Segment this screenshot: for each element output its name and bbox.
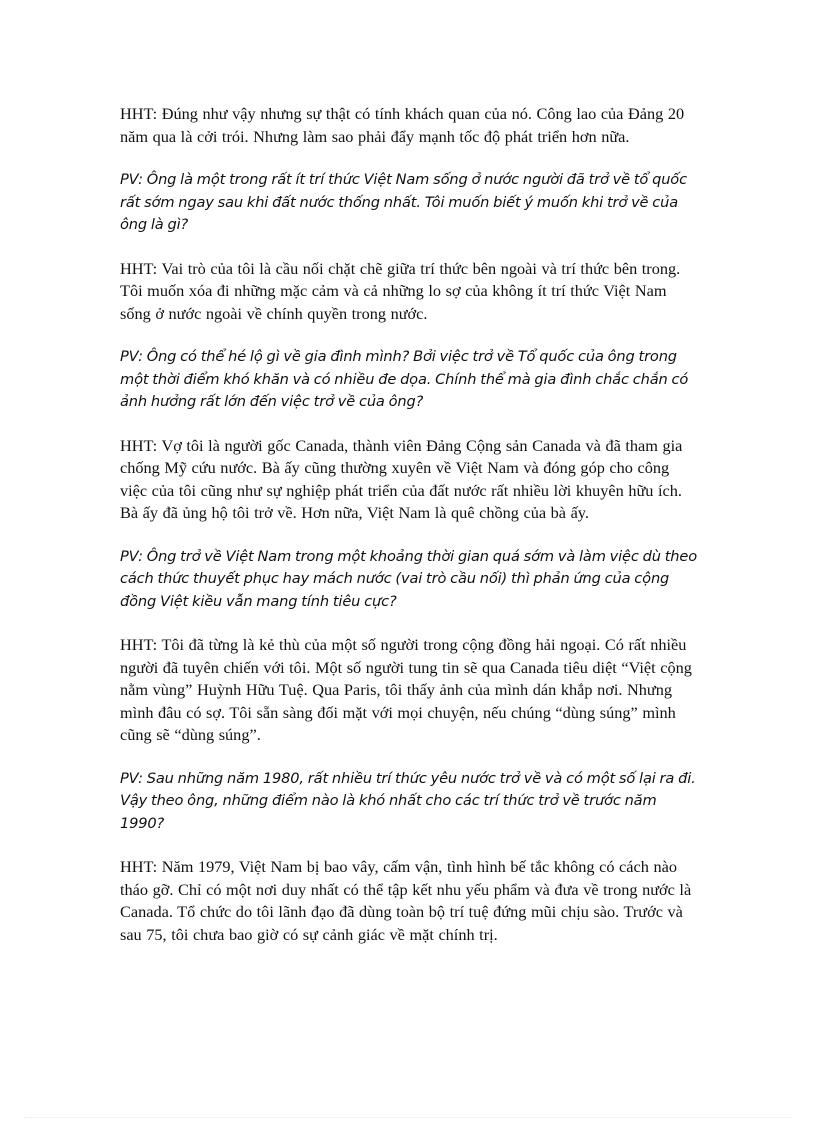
question-paragraph-3: PV: Ông trở về Việt Nam trong một khoảng thời gian quá sớm và làm việc dù theo cách thức thuyết phục hay mách nước (vai trò cầu nối) thì phản ứng của cộng đồng Việt kiều vẫn mang tính tiêu cực? [120,547,698,610]
question-paragraph-2: PV: Ông có thể hé lộ gì về gia đình mình? Bởi việc trở về Tổ quốc của ông trong một thời điểm khó khăn và có nhiều đe dọa. Chính thể mà gia đình chắc chắn có ảnh hưởng rất lớn đến việc trở về của ông? [120,348,689,410]
answer-paragraph-2: HHT: Vai trò của tôi là cầu nối chặt chẽ giữa trí thức bên ngoài và trí thức bên trong. Tôi muốn xóa đi những mặc cảm và cả những lo sợ của không ít trí thức Việt Nam sống ở nước ngoài về chính quyền trong nước. [120,258,681,323]
answer-paragraph-3: HHT: Vợ tôi là người gốc Canada, thành viên Đảng Cộng sản Canada và đã tham gia chống Mỹ cứu nước. Bà ấy cũng thường xuyên về Việt Nam và đóng góp cho công việc của tôi cũng như sự nghiệp phát triển của đất nước rất nhiều lời khuyên hữu ích. Bà ấy đã ủng hộ tôi trở về. Hơn nữa, Việt Nam là quê chồng của bà ấy. [120,435,683,522]
answer-paragraph-1: HHT: Đúng như vậy nhưng sự thật có tính khách quan của nó. Công lao của Đảng 20 năm qua là cởi trói. Nhưng làm sao phải đẩy mạnh tốc độ phát triển hơn nữa. [120,104,685,146]
answer-paragraph-5: HHT: Năm 1979, Việt Nam bị bao vây, cấm vận, tình hình bế tắc không có cách nào tháo gỡ. Chỉ có một nơi duy nhất có thể tập kết nhu yếu phẩm và đưa về trong nước là Canada. Tổ chức do tôi lãnh đạo đã dùng toàn bộ trí tuệ đứng mũi chịu sào. Trước và sau 75, tôi chưa bao giờ có sự cảnh giác về mặt chính trị. [120,857,692,944]
question-paragraph-4: PV: Sau những năm 1980, rất nhiều trí thức yêu nước trở về và có một số lại ra đi. Vậy theo ông, những điểm nào là khó nhất cho các trí thức trở về trước năm 1990? [120,769,696,832]
document-page [120,103,700,967]
page-bottom-divider [24,1117,792,1118]
answer-paragraph-4: HHT: Tôi đã từng là kẻ thù của một số người trong cộng đồng hải ngoại. Có rất nhiều người đã tuyên chiến với tôi. Một số người tung tin sẽ qua Canada tiêu diệt “Việt cộng nằm vùng” Huỳnh Hữu Tuệ. Qua Paris, tôi thấy ảnh của mình dán khắp nơi. Nhưng mình đâu có sợ. Tôi sẵn sàng đối mặt với mọi chuyện, nếu chúng “dùng súng” mình cũng sẽ “dùng súng”. [120,635,692,744]
question-paragraph-1: PV: Ông là một trong rất ít trí thức Việt Nam sống ở nước người đã trở về tổ quốc rất sớm ngay sau khi đất nước thống nhất. Tôi muốn biết ý muốn khi trở về của ông là gì? [120,171,687,233]
